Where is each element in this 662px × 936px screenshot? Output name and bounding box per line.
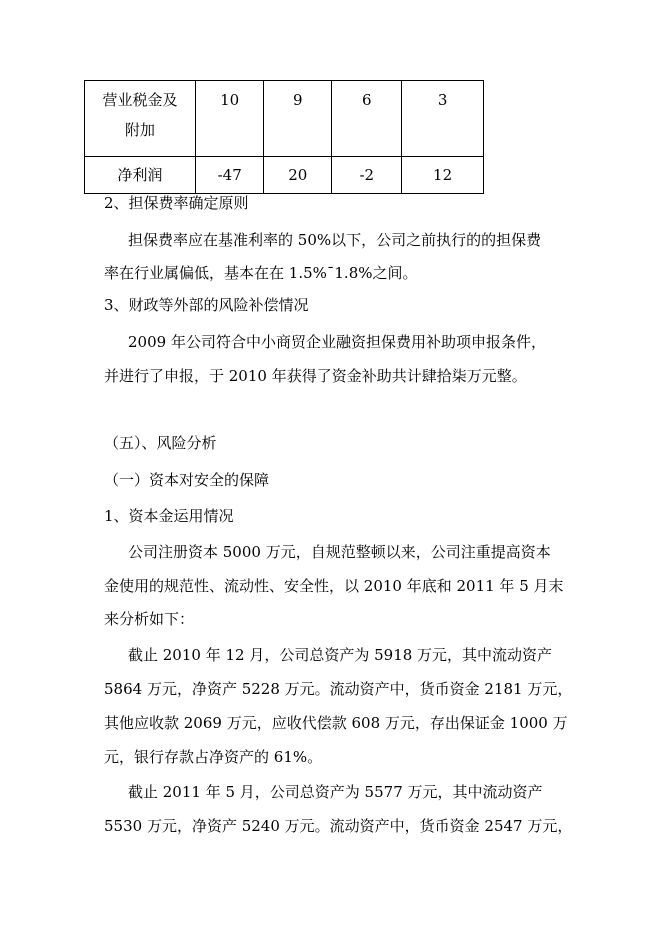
table-cell-label: 净利润: [85, 157, 196, 194]
table-cell: 3: [402, 81, 484, 157]
table-cell: -47: [196, 157, 264, 194]
paragraph-line: 元，银行存款占净资产的 61%。: [104, 748, 323, 766]
paragraph-line: 率在行业属偏低，基本在在 1.5%¯1.8%之间。: [104, 264, 418, 282]
paragraph-line: 截止 2010 年 12 月，公司总资产为 5918 万元，其中流动资产: [128, 646, 553, 664]
paragraph-line: 金使用的规范性、流动性、安全性，以 2010 年底和 2011 年 5 月末: [104, 577, 564, 595]
paragraph-line: 公司注册资本 5000 万元，自规范整顿以来，公司注重提高资本: [128, 543, 551, 561]
paragraph-line: 担保费率应在基准利率的 50%以下，公司之前执行的的担保费: [128, 231, 542, 249]
section-heading: 2、担保费率确定原则: [104, 194, 249, 212]
section-heading: 3、财政等外部的风险补偿情况: [104, 296, 309, 314]
row-label-line2: 附加: [125, 121, 156, 139]
paragraph-line: 其他应收款 2069 万元，应收代偿款 608 万元，存出保证金 1000 万: [104, 714, 568, 732]
section-heading: （五）、风险分析: [104, 434, 217, 452]
table-cell-label: [85, 81, 196, 157]
paragraph-line: 截止 2011 年 5 月，公司总资产为 5577 万元，其中流动资产: [128, 783, 543, 801]
paragraph-line: 5530 万元，净资产 5240 万元。流动资产中，货币资金 2547 万元，: [104, 817, 573, 835]
table-cell: 20: [264, 157, 332, 194]
table-cell: 6: [332, 81, 402, 157]
section-heading: 1、资本金运用情况: [104, 507, 234, 525]
table-row: [85, 81, 484, 157]
paragraph-line: 2009 年公司符合中小商贸企业融资担保费用补助项申报条件，: [128, 333, 546, 351]
table-cell: 9: [264, 81, 332, 157]
table-cell: 10: [196, 81, 264, 157]
table-cell: -2: [332, 157, 402, 194]
section-heading: （一）资本对安全的保障: [104, 471, 270, 489]
paragraph-line: 并进行了申报，于 2010 年获得了资金补助共计肆拾柒万元整。: [104, 367, 527, 385]
financial-table: [84, 80, 484, 194]
table-cell: 12: [402, 157, 484, 194]
table-row: [85, 157, 484, 194]
paragraph-line: 来分析如下：: [104, 610, 195, 628]
row-label-line1: 营业税金及: [102, 91, 178, 109]
paragraph-line: 5864 万元，净资产 5228 万元。流动资产中，货币资金 2181 万元，: [104, 680, 573, 698]
